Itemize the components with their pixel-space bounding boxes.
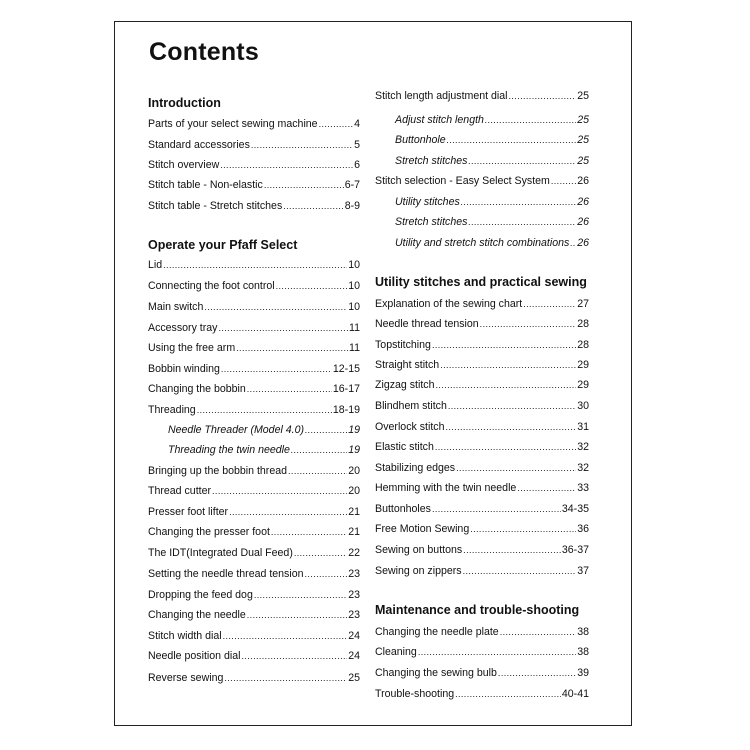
dot-leader	[283, 201, 343, 211]
entry-label: Trouble-shooting	[375, 688, 455, 700]
page-number: 10	[348, 280, 360, 292]
entry-label: Stitch table - Stretch stitches	[148, 200, 283, 212]
page-number: 23	[348, 609, 360, 621]
entry-label: Standard accessories	[148, 139, 250, 151]
page-number: 23	[348, 589, 360, 601]
entry-label: Topstitching	[375, 339, 431, 351]
page-number: 38	[577, 626, 589, 638]
toc-entry[interactable]	[148, 342, 360, 354]
entry-label: Changing the sewing bulb	[375, 667, 497, 679]
toc-entry[interactable]	[148, 280, 360, 292]
dot-leader	[294, 548, 347, 558]
entry-label: Lid	[148, 259, 163, 271]
page-number: 33	[577, 482, 589, 494]
page-number: 20	[348, 465, 360, 477]
page-number: 30	[577, 400, 589, 412]
dot-leader	[229, 507, 347, 517]
dot-leader	[163, 260, 347, 270]
toc-entry[interactable]	[148, 322, 360, 334]
page-number: 21	[348, 526, 360, 538]
entry-label: Dropping the feed dog	[148, 589, 253, 601]
toc-entry[interactable]	[375, 523, 589, 535]
toc-entry[interactable]	[148, 301, 360, 313]
toc-subentry[interactable]	[395, 237, 589, 249]
page-number: 26	[577, 216, 589, 228]
dot-leader	[498, 668, 576, 678]
dot-leader	[204, 302, 347, 312]
entry-label: Presser foot lifter	[148, 506, 229, 518]
page-number: 25	[348, 672, 360, 684]
page-number: 26	[577, 175, 589, 187]
dot-leader	[271, 527, 347, 537]
entry-label: Stabilizing edges	[375, 462, 456, 474]
page-number: 32	[577, 462, 589, 474]
dot-leader	[212, 486, 347, 496]
page-title: Contents	[149, 38, 259, 66]
dot-leader	[456, 463, 576, 473]
toc-entry[interactable]	[375, 400, 589, 412]
page-number: 10	[348, 301, 360, 313]
page-number: 21	[348, 506, 360, 518]
page-number: 26	[577, 237, 589, 249]
toc-entry[interactable]	[375, 175, 589, 187]
page-number: 5	[354, 139, 360, 151]
page-number: 27	[577, 298, 589, 310]
entry-label: Needle position dial	[148, 650, 241, 662]
dot-leader	[435, 442, 576, 452]
toc-entry[interactable]	[148, 465, 360, 477]
dot-leader	[254, 590, 347, 600]
entry-label: Changing the needle plate	[375, 626, 499, 638]
dot-leader	[418, 647, 576, 657]
toc-entry[interactable]	[148, 672, 360, 684]
page-number: 11	[349, 322, 360, 334]
toc-subentry[interactable]	[395, 134, 589, 146]
page-number: 12-15	[332, 363, 360, 375]
page-number: 28	[577, 318, 589, 330]
entry-label: Stitch overview	[148, 159, 220, 171]
page-number: 25	[577, 134, 589, 146]
toc-subentry[interactable]	[168, 444, 360, 456]
section-heading: Operate your Pfaff Select	[148, 238, 298, 252]
dot-leader	[468, 156, 576, 166]
toc-entry[interactable]	[375, 688, 589, 700]
entry-label: Zigzag stitch	[375, 379, 435, 391]
entry-label: Threading the twin needle	[168, 444, 290, 456]
page-number: 11	[349, 342, 360, 354]
entry-label: Needle Threader (Model 4.0)	[168, 424, 305, 436]
toc-entry[interactable]	[148, 547, 360, 559]
toc-entry[interactable]	[148, 650, 360, 662]
entry-label: Elastic stitch	[375, 441, 434, 453]
entry-label: Free Motion Sewing	[375, 523, 470, 535]
dot-leader	[305, 569, 348, 579]
dot-leader	[463, 545, 561, 555]
entry-label: Overlock stitch	[375, 421, 445, 433]
page-number: 4	[354, 118, 360, 130]
entry-label: Using the free arm	[148, 342, 236, 354]
page-number: 29	[577, 379, 589, 391]
entry-label: Changing the needle	[148, 609, 246, 621]
dot-leader	[461, 197, 576, 207]
toc-entry[interactable]	[375, 339, 589, 351]
dot-leader	[551, 176, 576, 186]
entry-label: Buttonholes	[375, 503, 431, 515]
toc-entry[interactable]	[375, 421, 589, 433]
toc-entry[interactable]	[148, 506, 360, 518]
toc-entry[interactable]	[148, 485, 360, 497]
page-number: 34-35	[561, 503, 589, 515]
entry-label: Stitch selection - Easy Select System	[375, 175, 550, 187]
dot-leader	[480, 319, 577, 329]
dot-leader	[517, 483, 576, 493]
section-heading: Utility stitches and practical sewing	[375, 275, 587, 289]
entry-label: Stitch table - Non-elastic	[148, 179, 263, 191]
toc-entry[interactable]	[375, 90, 589, 102]
entry-label: Parts of your select sewing machine	[148, 118, 318, 130]
toc-entry[interactable]	[375, 318, 589, 330]
page-number: 38	[577, 646, 589, 658]
entry-label: Bringing up the bobbin thread	[148, 465, 288, 477]
toc-entry[interactable]	[148, 363, 360, 375]
page-number: 6	[354, 159, 360, 171]
dot-leader	[463, 566, 577, 576]
entry-label: Blindhem stitch	[375, 400, 447, 412]
toc-entry[interactable]	[375, 646, 589, 658]
page-number: 36	[577, 523, 589, 535]
page-number: 24	[348, 650, 360, 662]
dot-leader	[236, 343, 348, 353]
entry-label: Stretch stitches	[395, 155, 468, 167]
dot-leader	[251, 140, 353, 150]
entry-label: Stretch stitches	[395, 216, 468, 228]
entry-label: Connecting the foot control	[148, 280, 275, 292]
entry-label: Bobbin winding	[148, 363, 220, 375]
entry-label: Stitch length adjustment dial	[375, 90, 508, 102]
dot-leader	[247, 610, 347, 620]
dot-leader	[468, 217, 576, 227]
page-number: 19	[348, 444, 360, 456]
toc-entry[interactable]	[375, 503, 589, 515]
page-number: 31	[577, 421, 589, 433]
page-number: 8-9	[344, 200, 360, 212]
toc-entry[interactable]	[148, 200, 360, 212]
toc-entry[interactable]	[148, 609, 360, 621]
dot-leader	[288, 466, 347, 476]
dot-leader	[305, 425, 347, 435]
page-number: 22	[348, 547, 360, 559]
entry-label: Accessory tray	[148, 322, 218, 334]
entry-label: Main switch	[148, 301, 204, 313]
entry-label: Cleaning	[375, 646, 417, 658]
toc-entry[interactable]	[375, 359, 589, 371]
dot-leader	[447, 135, 577, 145]
toc-subentry[interactable]	[395, 216, 589, 228]
entry-label: Changing the presser foot	[148, 526, 270, 538]
dot-leader	[440, 360, 576, 370]
dot-leader	[197, 405, 332, 415]
entry-label: Explanation of the sewing chart	[375, 298, 523, 310]
entry-label: Reverse sewing	[148, 672, 224, 684]
toc-subentry[interactable]	[395, 196, 589, 208]
dot-leader	[223, 631, 348, 641]
entry-label: Changing the bobbin	[148, 383, 246, 395]
page-number: 16-17	[332, 383, 360, 395]
toc-subentry[interactable]	[395, 155, 589, 167]
page-number: 19	[348, 424, 360, 436]
contents-page	[114, 21, 632, 726]
dot-leader	[220, 160, 353, 170]
toc-entry[interactable]	[375, 379, 589, 391]
toc-entry[interactable]	[375, 441, 589, 453]
entry-label: Buttonhole	[395, 134, 446, 146]
entry-label: Setting the needle thread tension	[148, 568, 304, 580]
toc-entry[interactable]	[148, 383, 360, 395]
dot-leader	[509, 91, 577, 101]
page-number: 29	[577, 359, 589, 371]
toc-entry[interactable]	[375, 626, 589, 638]
entry-label: Sewing on buttons	[375, 544, 463, 556]
toc-entry[interactable]	[375, 298, 589, 310]
dot-leader	[445, 422, 576, 432]
dot-leader	[224, 673, 347, 683]
toc-entry[interactable]	[375, 482, 589, 494]
page-number: 40-41	[561, 688, 589, 700]
toc-entry[interactable]	[148, 159, 360, 171]
dot-leader	[500, 627, 577, 637]
toc-subentry[interactable]	[395, 114, 589, 126]
page-number: 28	[577, 339, 589, 351]
entry-label: Sewing on zippers	[375, 565, 462, 577]
toc-entry[interactable]	[148, 568, 360, 580]
dot-leader	[570, 238, 576, 248]
dot-leader	[319, 119, 354, 129]
dot-leader	[221, 364, 332, 374]
toc-entry[interactable]	[148, 526, 360, 538]
dot-leader	[448, 401, 576, 411]
dot-leader	[276, 281, 348, 291]
dot-leader	[247, 384, 332, 394]
page-number: 24	[348, 630, 360, 642]
page-number: 32	[577, 441, 589, 453]
page-number: 10	[348, 259, 360, 271]
dot-leader	[485, 115, 576, 125]
page-number: 36-37	[561, 544, 589, 556]
toc-entry[interactable]	[148, 589, 360, 601]
toc-entry[interactable]	[375, 462, 589, 474]
entry-label: Stitch width dial	[148, 630, 222, 642]
dot-leader	[264, 180, 344, 190]
entry-label: Hemming with the twin needle	[375, 482, 517, 494]
page-number: 25	[577, 90, 589, 102]
toc-subentry[interactable]	[168, 424, 360, 436]
dot-leader	[432, 340, 576, 350]
toc-entry[interactable]	[148, 404, 360, 416]
toc-entry[interactable]	[148, 630, 360, 642]
entry-label: Threading	[148, 404, 196, 416]
page-number: 25	[577, 155, 589, 167]
entry-label: Needle thread tension	[375, 318, 479, 330]
page-number: 23	[348, 568, 360, 580]
section-heading: Maintenance and trouble-shooting	[375, 603, 580, 617]
page-number: 6-7	[344, 179, 360, 191]
dot-leader	[523, 299, 576, 309]
entry-label: Adjust stitch length	[395, 114, 484, 126]
dot-leader	[241, 651, 347, 661]
entry-label: Thread cutter	[148, 485, 212, 497]
toc-entry[interactable]	[375, 667, 589, 679]
toc-entry[interactable]	[148, 179, 360, 191]
page-number: 26	[577, 196, 589, 208]
page-number: 20	[348, 485, 360, 497]
dot-leader	[218, 323, 348, 333]
toc-entry[interactable]	[148, 118, 360, 130]
toc-entry[interactable]	[375, 544, 589, 556]
entry-label: Utility stitches	[395, 196, 460, 208]
page-number: 18-19	[332, 404, 360, 416]
toc-entry[interactable]	[148, 259, 360, 271]
toc-entry[interactable]	[375, 565, 589, 577]
entry-label: The IDT(Integrated Dual Feed)	[148, 547, 293, 559]
entry-label: Straight stitch	[375, 359, 440, 371]
dot-leader	[432, 504, 561, 514]
dot-leader	[291, 445, 347, 455]
dot-leader	[435, 380, 576, 390]
section-heading: Introduction	[148, 96, 221, 110]
page-number: 39	[577, 667, 589, 679]
page-number: 25	[577, 114, 589, 126]
toc-entry[interactable]	[148, 139, 360, 151]
page-number: 37	[577, 565, 589, 577]
entry-label: Utility and stretch stitch combinations	[395, 237, 570, 249]
dot-leader	[470, 524, 576, 534]
dot-leader	[455, 689, 561, 699]
